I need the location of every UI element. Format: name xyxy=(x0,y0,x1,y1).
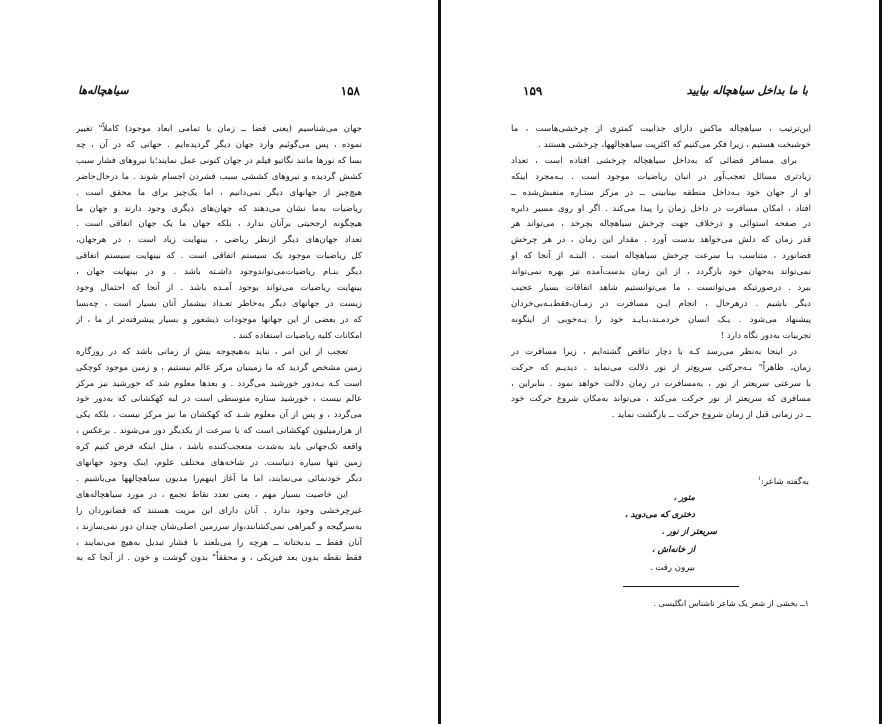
text-line: افتاد ، امکان مسافرت در داخل زمان را پیدا می‌کند . اگر او روی مسیر دایره xyxy=(511,203,811,214)
text-line: دیگر بنـام ریاضیات‌می‌تواند‌وجود داشـته باشد . و در بینهایت جهان ، xyxy=(76,267,362,278)
right-page xyxy=(441,0,879,724)
text-line: نموده ، پس می‌گوئیم وارد جهان دیگر گردیده‌ایم . جهانی که در آن ، چه xyxy=(76,139,362,150)
text-line: هیچگونه ارجحیتی برآنان ندارد ، بلکه جهان ما یک جهان اتفاقی است . xyxy=(76,219,362,230)
text-line: کشش گردیده و نیروهای کششی سبب فشردن اجسام شوند . ما درحال‌حاضر xyxy=(76,171,362,182)
text-line: از هزارمیلیون کهکشانی است که با سرعت از یکدیگر دور می‌شوند . برعکس ، xyxy=(76,426,362,437)
text-line: بسا که نورها مانند نگاتیو فیلم در جهان کنونی عمل نمایند؛یا نیروهای فشار سبب xyxy=(76,155,362,166)
left-page-header xyxy=(78,84,360,102)
text-line: ــ در زمانی قبل از زمان شروع حرکت ــ بازگشت نماید . xyxy=(611,410,811,421)
text-line: زیست در جهانهای دیگر به‌خاطر تعـداد بیشمار آنان بسیار است ، چه‌بسا xyxy=(76,298,362,309)
text-line: هیچ‌چیز از جهانهای دیگر نمی‌دانیم ، اما یک‌چیز برای ما محقق است . xyxy=(76,187,362,198)
poem-line: از خانه‌اش ، xyxy=(651,545,695,555)
text-line: دیگر باشیم . درهرحال ، انجام ایـن مسافرت در زمـان،فقط‌بـه‌بی‌خردان xyxy=(511,298,811,309)
text-line: نمی‌تواند به‌جهان خود بازگردد ، از این زمان بدست‌آمده نیز بهره نمی‌تواند xyxy=(511,267,811,278)
text-line: دیگر خودنمائی می‌نمایند، اما ما آغاز اینهم‌را مدیون سیاهچالهها می‌باشیم . xyxy=(76,473,362,484)
poem-line: دختری که می‌دوید ، xyxy=(624,510,695,520)
text-line: زمین تنها سیاره دنیاست. در شاخه‌های مختلف علوم، اینک وجود جهانهای xyxy=(76,458,362,469)
text-line: در اینجا به‌نظر می‌رسد کـه با دچار تناقض گشته‌ایم ، زیرا مسافرت در xyxy=(511,346,797,357)
poem-line: بیرون رفت . xyxy=(649,563,695,573)
left-page-body xyxy=(76,122,362,567)
text-line: در صفحه استوائی و درخلاف جهت چرخش سیاهچاله بچرخد ، می‌تواند هر xyxy=(511,219,811,230)
text-line: فقط نقطه بدون بعد فیزیکی ، و محققاً" بدون گوشت و خون . از آنجا که به xyxy=(76,553,362,564)
text-line: این خاصیت بسیار مهم ، یعنی تعدد نقاط تجمع ، در مورد سیاهچاله‌های xyxy=(76,489,348,500)
right-page-number: ۱۵۹ xyxy=(523,84,543,98)
text-line: غیرچرخشی وجود ندارد . آنان دارای این مزیت هستند که فضانوردان را xyxy=(76,505,362,516)
text-line: او از جهان خود بـه‌داخل منطقه بینابینی ــ در مرکز ستـاره منفبش‌شده ــ xyxy=(511,187,811,198)
text-line: آنان فقط ــ بدبختانه ــ هرچه را می‌بلعند با فشار تبدیل به‌هیچ می‌نمایند ، xyxy=(76,537,362,548)
footnote-marker: ۱ xyxy=(757,475,762,482)
text-line: با سرعتی سریعتر از نور ، به‌مسافرت در زمان دلالت خواهد نمود . بنابراین ، xyxy=(511,378,811,389)
footnote: ۱ــ بخشی از شعر یک شاعر ناشناس انگلیسی . xyxy=(653,599,809,608)
footnote-divider xyxy=(623,586,739,587)
text-line: قدر زمان که دلش می‌خواهد بدست آورد . مقدار این زمان ، در هر چرخش xyxy=(511,235,811,246)
text-line: کل ریاضیات موجود یک سیستم اتفاقی است . که بینهایت سیستم اتفاقی xyxy=(76,251,362,262)
left-page xyxy=(0,0,438,724)
text-line: زیادتری مسائل تعجب‌آور در انبان ریاضیات موجود است . بـه‌مجرد اینکه xyxy=(511,171,811,182)
text-line: جهان می‌شناسیم (یعنی فضا ــ زمان با تمامی ابعاد موجود) کاملاً" تغییر xyxy=(76,124,362,134)
text-line: برای مسافر فضائی که به‌داخل سیاهچاله چرخشی افتاده است ، تعداد xyxy=(511,155,797,166)
text-line: امکانات کلیه ریاضیات استفاده کنند . xyxy=(232,330,362,341)
text-line: تعجب از این امر ، نباید به‌هیچوجه بیش از زمانی باشد که در روزگاره xyxy=(76,346,348,357)
poem-line: سریعتر از نور . xyxy=(661,527,717,537)
text-line: پیشنهاد می‌شود . یـک انسان خردمـند،بـایـد خود را بـه‌خوبی از اینگونه xyxy=(511,314,811,325)
text-line: زمان، ظاهراً" بـه‌حرکتی سریع‌تر از نور دلالت می‌نماید . دیدیـم که حرکت xyxy=(511,362,811,373)
text-line: که در بعضی از این جهانها موجودات ذیشعور و بسیار پیشرفته‌تر از ما ، از xyxy=(76,314,362,325)
poem-intro-text: به‌گفته شاعر: xyxy=(761,476,809,487)
text-line: ببرد . درصورتیکه می‌توانست ، ما می‌توانستیم شاهد اتفاقات بسیار عجیب xyxy=(511,283,811,294)
text-line: تجربیات به‌دور نگاه دارد ! xyxy=(720,330,811,341)
poem-block xyxy=(441,0,879,724)
text-line: زمین مشخص گردید که ما زمینیان مرکز عالم نیستیم ، و زمین موجود کوچکی xyxy=(76,362,362,373)
right-running-title: با ما بداخل سیاهچاله بیایید xyxy=(686,84,808,97)
text-line: عالم نیست ، خورشید ستاره متوسطی است در لبه کهکشانی که به‌دور خود xyxy=(76,394,362,405)
text-line: مسافری که سریعتر از نور حرکت می‌کند ، می‌تواند به‌مکان شروع حرکت خود xyxy=(511,394,811,405)
text-line: این‌ترتیب ، سیاهچاله ماکس دارای جذابیت کمتری از چرخشی‌هاست ، ما xyxy=(511,124,811,134)
text-line: به‌سرگیجه و گمراهی نمی‌کشانند،واز سرزمین اصلی‌شان چندان دور نمی‌سازند ، xyxy=(76,521,362,532)
text-line: می‌گردد ، و پس از آن معلوم شـد که کهکشان ما نیز مرکز نیست ، بلکه یکی xyxy=(76,410,362,421)
text-line: بینهایت ریاضیات می‌تواند بوجود آمـده باشد . از آنجا که احتمال وجود xyxy=(76,283,362,294)
text-line: است کـه بـه‌دور خورشید می‌گردد . و بعدها معلوم شد که خورشید نیز مرکز xyxy=(76,378,362,389)
left-running-title: سیاهچاله‌ها xyxy=(78,84,129,97)
text-line: فضانورد ، متناسب بـا سرعت چرخش سیاهچاله است . البتـه از آنجا که او xyxy=(511,251,811,262)
text-line: خوشبخت هستیم ، زیرا فکر می‌کنیم که اکثریت سیاهچالهها، چرخشی هستند . xyxy=(538,139,811,150)
poem-line: متور ، xyxy=(673,493,695,503)
left-page-number: ۱۵۸ xyxy=(340,84,360,98)
text-line: واقعه تک‌جهانی باید به‌شدت متعجب‌کننده باشد ، مثل اینکه فرض کنیم کره xyxy=(76,442,362,453)
text-line: ریاضیات به‌ما نشان می‌دهند که جهان‌های دیگری وجود دارند و جهان ما xyxy=(76,203,362,214)
poem-intro xyxy=(758,470,809,491)
text-line: تعداد جهان‌های دیگر ازنظر ریاضی ، بینهایت زیاد است ، در هرجهان، xyxy=(76,235,362,246)
